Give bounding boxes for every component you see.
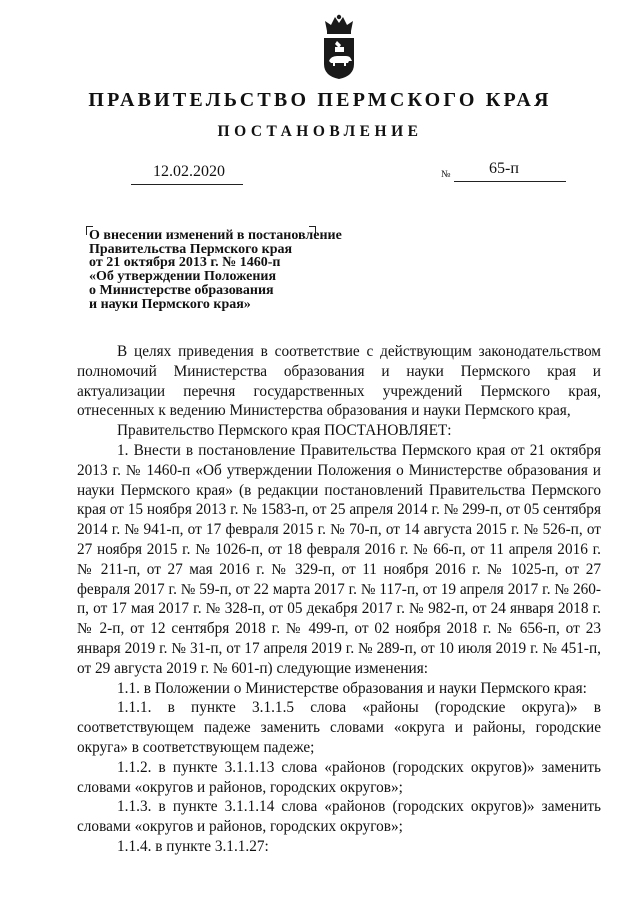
coat-of-arms-icon: [319, 14, 359, 80]
subject-line: О внесении изменений в постановление: [89, 228, 342, 243]
paragraph: 1.1.2. в пункте 3.1.1.13 слова «районов (городских округов)» заменить словами «округов и районов, городских округов»;: [77, 758, 601, 796]
paragraph: 1.1. в Положении о Министерстве образования и науки Пермского края:: [117, 679, 587, 697]
number-field: [454, 160, 566, 182]
paragraph: 1.1.4. в пункте 3.1.1.27:: [117, 837, 269, 855]
subject-line: о Министерстве образования: [89, 282, 274, 298]
paragraph: 1.1.3. в пункте 3.1.1.14 слова «районов (городских округов)» заменить словами «округов и районов, городских округов»;: [77, 798, 601, 836]
paragraph: 1. Внести в постановление Правительства Пермского края от 21 октября 2013 г. № 1460-п «Об утверждении Положения о Министерстве образования и науки Пермского края» (в редакции постановлений Правительства Пермского края от 15 ноября 2013 г. № 1583-п, от 25 апреля 2014 г. № 299-п, от 05 сентября 2014 г. № 941-п, от 17 февраля 2015 г. № 70-п, от 14 августа 2015 г. № 526-п, от 27 ноября 2015 г. № 1026-п, от 18 февраля 2016 г. № 66-п, от 11 апреля 2016 г. № 211-п, от 27 мая 2016 г. № 329-п, от 11 ноября 2016 г. № 1025-п, от 27 февраля 2017 г. № 59-п, от 22 марта 2017 г. № 117-п, от 19 апреля 2017 г. № 260-п, от 17 мая 2017 г. № 328-п, от 05 декабря 2017 г. № 982-п, от 24 января 2018 г. № 2-п, от 12 сентября 2018 г. № 499-п, от 02 ноября 2018 г. № 656-п, от 23 января 2019 г. № 31-п, от 17 апреля 2019 г. № 289-п, от 10 июля 2019 г. № 451-п, от 29 августа 2019 г. № 601-п) следующие изменения:: [77, 441, 601, 677]
paragraph: Правительство Пермского края ПОСТАНОВЛЯЕТ:: [117, 422, 452, 440]
document-type: ПОСТАНОВЛЕНИЕ: [217, 123, 423, 140]
government-title: ПРАВИТЕЛЬСТВО ПЕРМСКОГО КРАЯ: [88, 89, 552, 111]
number-sign: №: [441, 169, 451, 180]
document-date: 12.02.2020: [153, 163, 225, 180]
document-subject: [89, 229, 389, 311]
subject-line: от 21 октября 2013 г. № 1460-п: [89, 255, 281, 271]
document-body: [77, 342, 601, 857]
subject-line: Правительства Пермского края: [89, 241, 293, 257]
paragraph: 1.1.1. в пункте 3.1.1.5 слова «районы (городские округа)» в соответствующем падеже заменить словами «округа и районы, городские округа» в соответствующем падеже;: [77, 699, 601, 756]
subject-line: и науки Пермского края»: [89, 296, 251, 312]
date-field: [131, 163, 243, 185]
document-number: 65-п: [489, 160, 519, 177]
subject-line: «Об утверждении Положения: [89, 269, 277, 285]
paragraph: В целях приведения в соответствие с действующим законодательством полномочий Министерства образования и науки Пермского края и актуализации перечня государственных учреждений Пермского края, отнесенных к ведению Министерства образования и науки Пермского края,: [77, 343, 601, 420]
